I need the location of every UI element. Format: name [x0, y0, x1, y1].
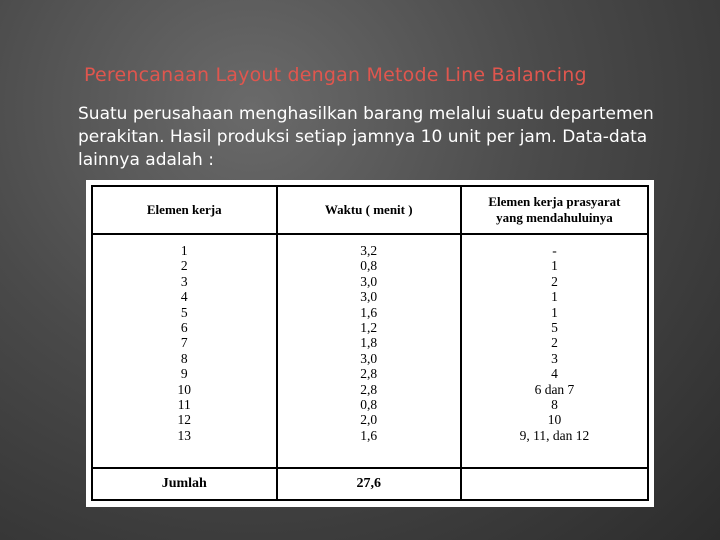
- column-waktu: [277, 234, 461, 468]
- column-prasyarat: [461, 234, 648, 468]
- table-cell: 6 dan 7: [534, 381, 575, 397]
- table-cell: 11: [177, 396, 191, 412]
- table-cell: 3,0: [360, 273, 378, 289]
- table-cell: 8: [551, 396, 558, 412]
- header-elemen-kerja: Elemen kerja: [92, 186, 277, 234]
- table-cell: 1: [551, 289, 558, 305]
- table-cell: 2,8: [360, 381, 378, 397]
- table-cell: 2,0: [360, 412, 378, 428]
- table-header-row: [92, 186, 648, 234]
- table-cell: 13: [177, 427, 192, 443]
- table-cell: 1: [551, 304, 558, 320]
- table-cell: 8: [180, 350, 188, 366]
- total-empty-cell: [461, 468, 648, 500]
- table-cell: -: [552, 243, 557, 258]
- table-cell: 6: [180, 319, 188, 335]
- table-cell: 2,8: [360, 366, 378, 382]
- table-cell: 3: [180, 273, 188, 289]
- table-cell: 7: [180, 335, 188, 351]
- table-cell: 9: [180, 366, 188, 382]
- header-waktu: Waktu ( menit ): [277, 186, 461, 234]
- total-value: 27,6: [277, 468, 461, 500]
- table-cell: 2: [551, 273, 558, 289]
- header-prasyarat: Elemen kerja prasyarat yang mendahuluinya: [461, 186, 648, 234]
- table-cell: 5: [551, 319, 558, 335]
- table-cell: 9, 11, dan 12: [519, 427, 590, 443]
- table-cell: 3: [551, 350, 558, 366]
- table-cell: 10: [547, 412, 562, 428]
- work-element-table: [91, 185, 649, 501]
- table-cell: 12: [177, 412, 192, 428]
- table-cell: 5: [180, 304, 188, 320]
- table-body-row: [92, 234, 648, 468]
- slide-description: Suatu perusahaan menghasilkan barang melalui suatu departemen perakitan. Hasil produksi setiap jamnya 10 unit per jam. Data-data lainnya adalah :: [78, 104, 654, 170]
- table-cell: 3,0: [360, 289, 378, 305]
- table-cell: 0,8: [360, 258, 378, 274]
- table-cell: 1,6: [360, 304, 378, 320]
- table-image: [86, 180, 654, 507]
- table-cell: 1,8: [360, 335, 378, 351]
- table-total-row: [92, 468, 648, 500]
- table-cell: 3,0: [360, 350, 378, 366]
- table-cell: 1: [180, 243, 188, 258]
- table-cell: 0,8: [360, 396, 378, 412]
- total-label: Jumlah: [92, 468, 277, 500]
- table-cell: 10: [177, 381, 192, 397]
- table-cell: 1,2: [360, 319, 378, 335]
- table-cell: 4: [551, 366, 558, 382]
- slide-title: Perencanaan Layout dengan Metode Line Balancing: [84, 64, 587, 86]
- table-cell: 1,6: [360, 427, 378, 443]
- table-cell: 2: [551, 335, 558, 351]
- column-elemen-kerja: [92, 234, 277, 468]
- table-cell: 3,2: [360, 243, 378, 258]
- table-cell: 2: [180, 258, 188, 274]
- table-cell: 1: [551, 258, 558, 274]
- table-cell: 4: [180, 289, 188, 305]
